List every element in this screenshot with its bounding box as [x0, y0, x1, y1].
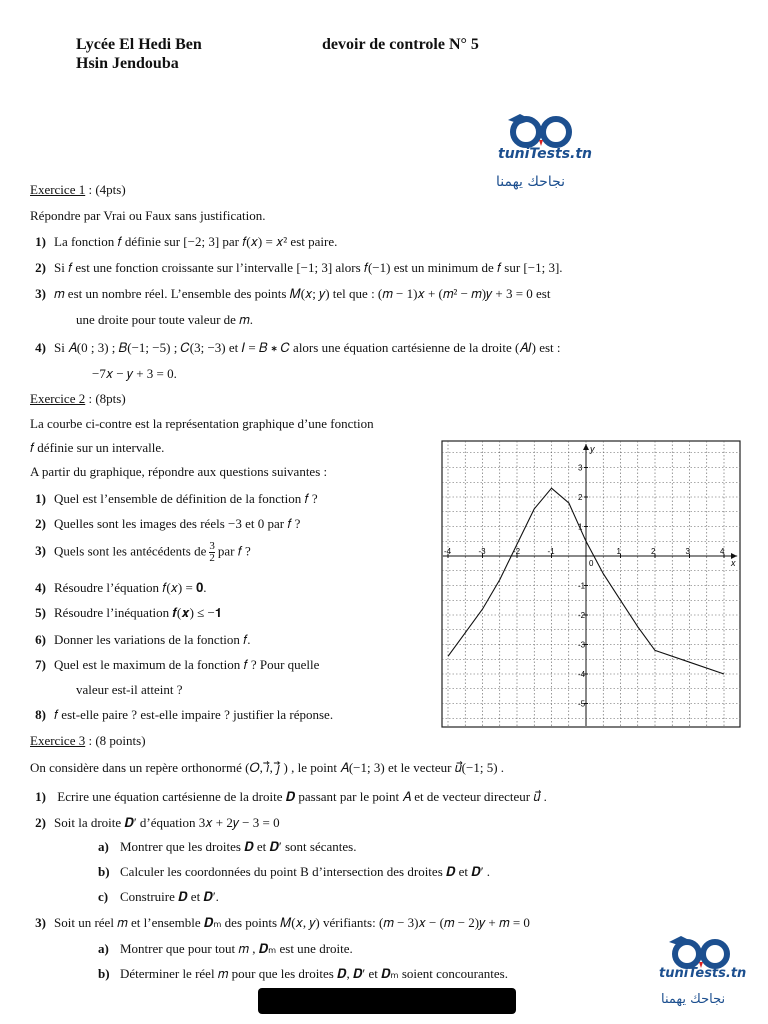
- x-tick-label: 1: [616, 547, 621, 556]
- ex1-points: : (4pts): [85, 182, 126, 197]
- y-axis-label: y: [590, 444, 595, 454]
- ex1-item: 3) 𝑚 est un nombre réel. L’ensemble des points 𝑀(𝑥; 𝑦) tel que : (𝑚 − 1)𝑥 + (𝑚² − 𝑚)𝑦 + 3 = 0 est: [35, 286, 551, 301]
- ex2-item: 3) Quels sont les antécédents de $\frac{3}{2}$ par 𝑓 ?: [35, 540, 251, 564]
- ex2-item: 4) Résoudre l’équation 𝑓(𝑥) = 𝟎.: [35, 580, 207, 595]
- ex1-heading: [30, 182, 126, 198]
- y-tick-label: -4: [578, 670, 586, 679]
- y-tick-label: -1: [578, 581, 586, 591]
- ex3-subitem: b) Déterminer le réel 𝑚 pour que les droites 𝑫, 𝑫′ et 𝑫ₘ soient concourantes.: [98, 966, 508, 981]
- ex2-item-continuation: valeur est-il atteint ?: [76, 682, 183, 697]
- x-tick-label: -2: [513, 547, 521, 556]
- x-tick-label: -3: [478, 547, 486, 556]
- ex2-intro-2: 𝑓 définie sur un intervalle.: [30, 440, 165, 455]
- ex2-title: Exercice 2: [30, 391, 86, 406]
- ex3-subitem: b) Calculer les coordonnées du point B d’intersection des droites 𝑫 et 𝑫′ .: [98, 864, 491, 879]
- x-tick-label: 4: [720, 547, 725, 556]
- school-name-line1: Lycée El Hedi Ben: [76, 36, 202, 53]
- ex3-intro: On considère dans un repère orthonormé (𝑂, 𝑖⃗, 𝑗⃗ ) , le point 𝐴(−1; 3) et le vecteur 𝑢⃗(−1; 5) .: [30, 760, 505, 775]
- fraction-three-halves: $\frac{3}{2}$: [209, 540, 215, 564]
- ex3-subitem: c) Construire 𝑫 et 𝑫′.: [98, 889, 219, 904]
- ex2-intro-1: La courbe ci-contre est la représentation graphique d’une fonction: [30, 416, 374, 431]
- ex1-item: 4) Si 𝐴(0 ; 3) ; 𝐵(−1; −5) ; 𝐶(3; −3) et 𝐼 = 𝐵 ∗ 𝐶 alors une équation cartésienne de la droite (𝐴𝐼) est :: [35, 340, 561, 355]
- ex3-points: : (8 points): [85, 733, 146, 748]
- x-tick-label: 2: [651, 547, 656, 556]
- x-axis-label: x: [731, 558, 736, 568]
- school-name-line2: Hsin Jendouba: [76, 55, 179, 72]
- ex2-intro-3: A partir du graphique, répondre aux questions suivantes :: [30, 464, 328, 479]
- ex3-title: Exercice 3: [30, 733, 86, 748]
- ex3-subitem: a) Montrer que pour tout 𝑚 , 𝑫ₘ est une droite.: [98, 941, 353, 956]
- y-tick-label: 2: [578, 493, 583, 502]
- y-tick-label: -3: [578, 640, 586, 650]
- graph-frame: [442, 441, 740, 727]
- logo-brand-text: tuniTests.tn: [498, 146, 593, 162]
- ex3-heading: [30, 733, 146, 749]
- y-tick-label: 1: [578, 522, 583, 532]
- ex2-item: 1) Quel est l’ensemble de définition de la fonction 𝑓 ?: [35, 491, 318, 506]
- ex2-points: : (8pts): [85, 391, 126, 406]
- y-tick-label: -2: [578, 611, 586, 620]
- ex2-item: 7) Quel est le maximum de la fonction 𝑓 ? Pour quelle: [35, 657, 320, 672]
- tunitests-logo-bottom: [655, 932, 755, 1018]
- ex3-item: 1) Ecrire une équation cartésienne de la droite 𝑫 passant par le point 𝐴 et de vecteur directeur 𝑢⃗ .: [35, 789, 547, 804]
- x-tick-label: -4: [444, 547, 452, 556]
- ex1-item-continuation: −7𝑥 − 𝑦 + 3 = 0.: [92, 366, 177, 381]
- ex2-heading: [30, 391, 126, 407]
- redaction-bar: [258, 988, 516, 1014]
- function-graph: [441, 440, 741, 728]
- origin-label: 0: [589, 559, 594, 568]
- logo-brand-text: tuniTests.tn: [659, 966, 747, 981]
- ex2-item: 2) Quelles sont les images des réels −3 et 0 par 𝑓 ?: [35, 516, 301, 531]
- ex1-item-continuation: une droite pour toute valeur de 𝑚.: [76, 312, 253, 327]
- x-tick-label: -1: [547, 547, 555, 556]
- logo-slogan: نجاحك يهمنا: [661, 992, 726, 1007]
- exam-title: devoir de controle N° 5: [322, 36, 479, 53]
- ex1-item: 1) La fonction 𝑓 définie sur [−2; 3] par 𝑓(𝑥) = 𝑥² est paire.: [35, 234, 338, 249]
- ex2-item: 5) Résoudre l’inéquation 𝒇(𝒙) ≤ −𝟏: [35, 605, 223, 620]
- ex1-item: 2) Si 𝑓 est une fonction croissante sur l’intervalle [−1; 3] alors 𝑓(−1) est un minimum de 𝑓 sur [−1; 3].: [35, 260, 563, 275]
- ex3-subitem: a) Montrer que les droites 𝑫 et 𝑫′ sont sécantes.: [98, 839, 357, 854]
- tunitests-logo-top: [490, 108, 600, 194]
- ex2-item: 6) Donner les variations de la fonction 𝑓.: [35, 632, 251, 647]
- y-tick-label: 3: [578, 463, 583, 473]
- y-tick-label: -5: [578, 699, 586, 709]
- ex3-item: 3) Soit un réel 𝑚 et l’ensemble 𝑫ₘ des points 𝑀(𝑥, 𝑦) vérifiants: (𝑚 − 3)𝑥 − (𝑚 − 2)𝑦 + 𝑚 = 0: [35, 915, 530, 930]
- logo-slogan: نجاحك يهمنا: [496, 174, 566, 190]
- ex3-item: 2) Soit la droite 𝑫′ d’équation 3𝑥 + 2𝑦 − 3 = 0: [35, 815, 280, 830]
- ex2-item: 8) 𝑓 est-elle paire ? est-elle impaire ? justifier la réponse.: [35, 707, 334, 722]
- ex1-title: Exercice 1: [30, 182, 86, 197]
- x-tick-label: 3: [685, 547, 690, 556]
- ex1-intro: Répondre par Vrai ou Faux sans justification.: [30, 208, 266, 223]
